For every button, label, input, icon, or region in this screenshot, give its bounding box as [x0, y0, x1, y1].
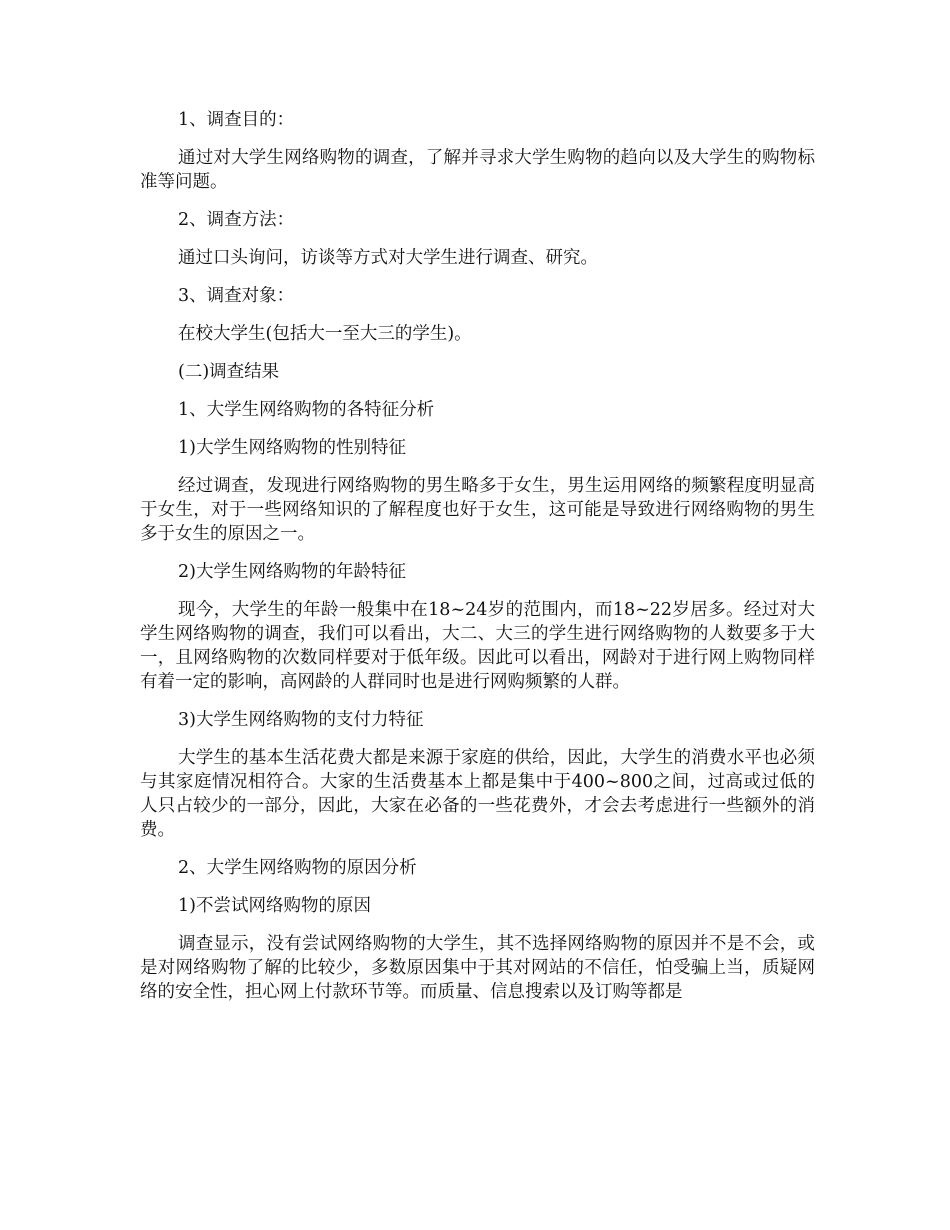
- heading-survey-purpose: 1、调查目的：: [178, 110, 295, 130]
- subheading-gender-feature: 1)大学生网络购物的性别特征: [178, 438, 406, 458]
- paragraph-payment-feature: 大学生的基本生活花费大都是来源于家庭的供给，因此，大学生的消费水平也必须与其家庭情况相符合。大家的生活费基本上都是集中于400~800之间，过高或过低的人只占较少的一部分，因此，大家在必备的一些花费外，才会去考虑进行一些额外的消费。: [140, 748, 815, 840]
- paragraph-survey-method: 通过口头询问，访谈等方式对大学生进行调查、研究。: [178, 248, 598, 268]
- heading-survey-method: 2、调查方法：: [178, 210, 295, 230]
- paragraph-survey-purpose: 通过对大学生网络购物的调查，了解并寻求大学生购物的趋向以及大学生的购物标准等问题。: [140, 148, 815, 192]
- document-body: [140, 108, 815, 1018]
- paragraph-age-feature: 现今，大学生的年龄一般集中在18~24岁的范围内，而18~22岁居多。经过对大学生网络购物的调查，我们可以看出，大二、大三的学生进行网络购物的人数要多于大一，且网络购物的次数同样要对于低年级。因此可以看出，网龄对于进行网上购物同样有着一定的影响，高网龄的人群同时也是进行网购频繁的人群。: [140, 600, 815, 692]
- subheading-reason-analysis: 2、大学生网络购物的原因分析: [178, 858, 417, 878]
- section-heading-results: (二)调查结果: [178, 362, 280, 382]
- subheading-age-feature: 2)大学生网络购物的年龄特征: [178, 562, 406, 582]
- subheading-payment-feature: 3)大学生网络购物的支付力特征: [178, 710, 424, 730]
- paragraph-gender-feature: 经过调查，发现进行网络购物的男生略多于女生，男生运用网络的频繁程度明显高于女生，对于一些网络知识的了解程度也好于女生，这可能是导致进行网络购物的男生多于女生的原因之一。: [140, 476, 815, 544]
- heading-survey-subject: 3、调查对象：: [178, 286, 295, 306]
- subheading-no-try-reason: 1)不尝试网络购物的原因: [178, 896, 371, 916]
- paragraph-survey-subject: 在校大学生(包括大一至大三的学生)。: [178, 324, 472, 344]
- subheading-feature-analysis: 1、大学生网络购物的各特征分析: [178, 400, 435, 420]
- paragraph-no-try-reason: 调查显示，没有尝试网络购物的大学生，其不选择网络购物的原因并不是不会，或是对网络购物了解的比较少，多数原因集中于其对网站的不信任，怕受骗上当，质疑网络的安全性，担心网上付款环节等。而质量、信息搜索以及订购等都是: [140, 934, 815, 1002]
